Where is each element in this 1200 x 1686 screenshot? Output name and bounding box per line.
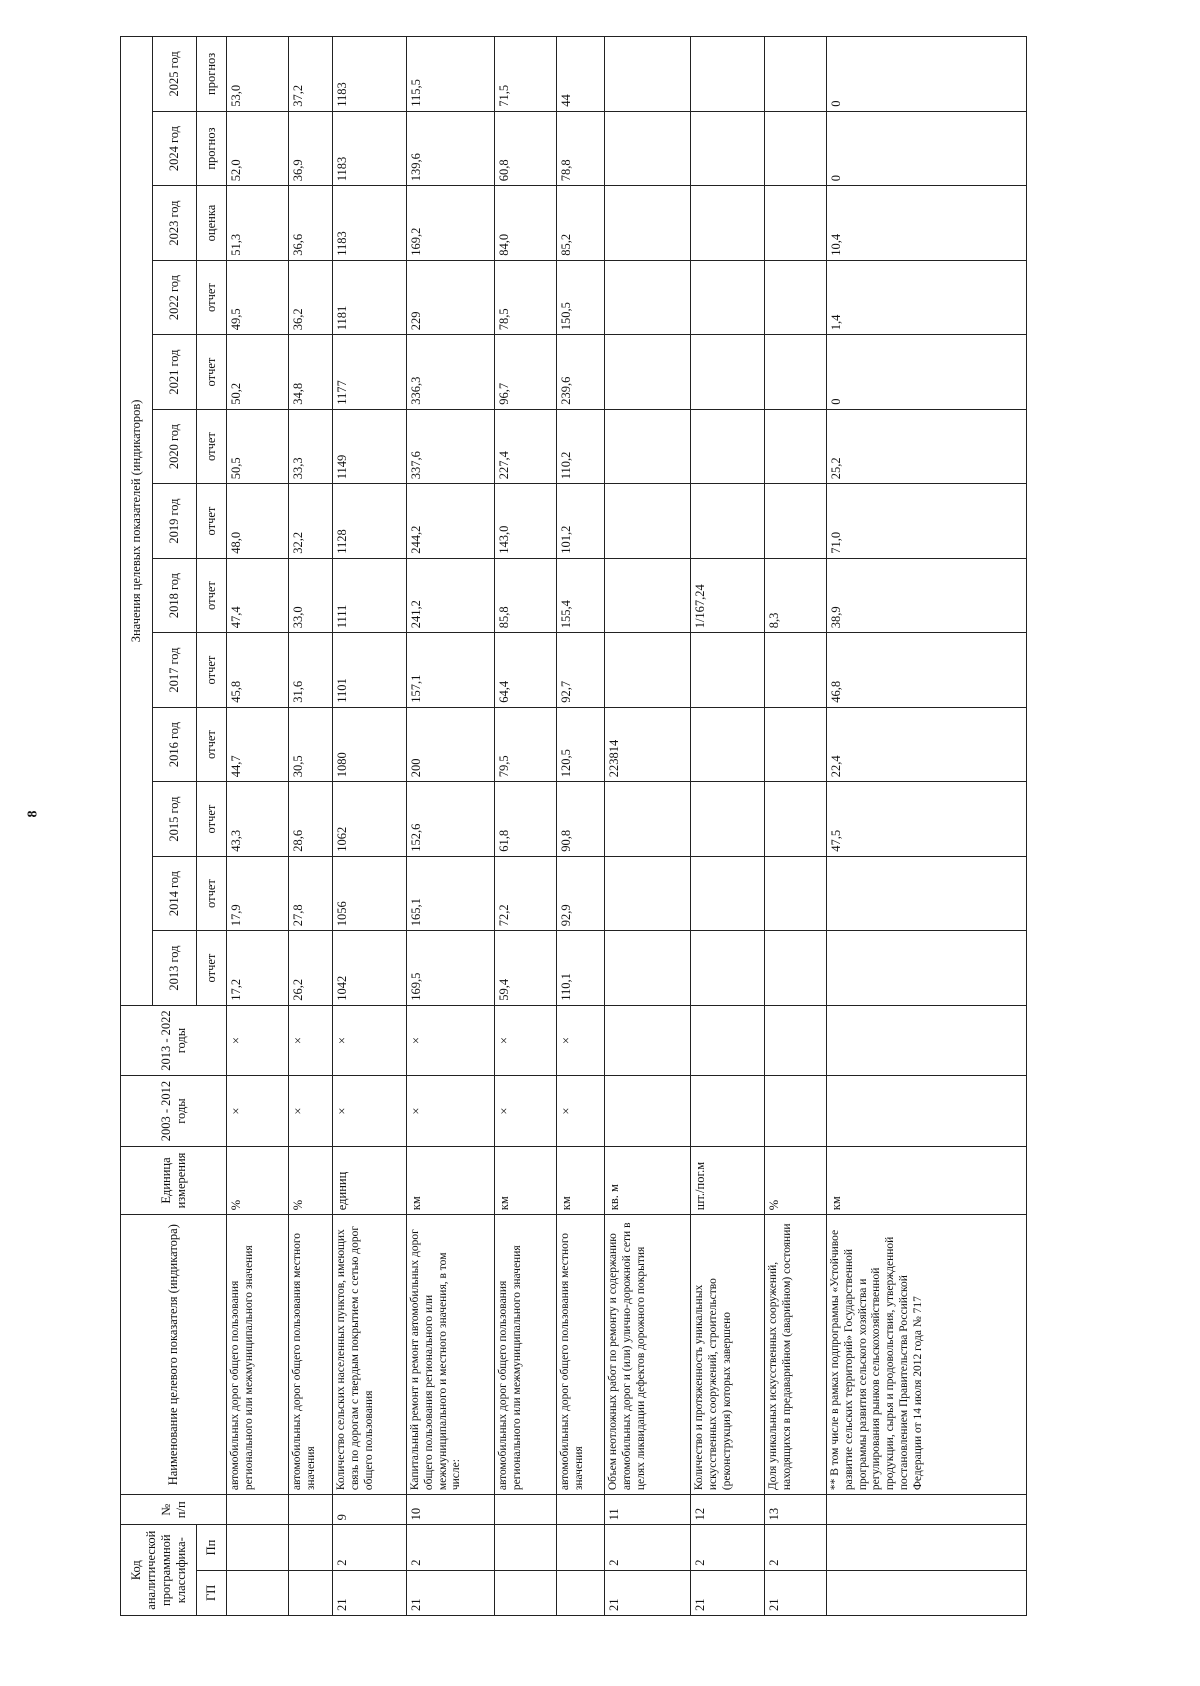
cell-value: 47,4 (227, 558, 289, 633)
cell-value (765, 931, 827, 1006)
cell-value (765, 409, 827, 484)
cell-value: 25,2 (827, 409, 1027, 484)
cell-pp: 2 (765, 1525, 827, 1570)
cell-period1 (605, 1076, 691, 1146)
cell-value (605, 111, 691, 186)
table-row (227, 37, 289, 1616)
cell-value: 72,2 (495, 856, 557, 931)
cell-value: 241,2 (407, 558, 495, 633)
cell-value: 0 (827, 37, 1027, 112)
cell-name: автомобильных дорог общего пользования местного значения (289, 1215, 333, 1495)
cell-value: 336,3 (407, 335, 495, 410)
cell-value: 239,6 (557, 335, 605, 410)
cell-value: 37,2 (289, 37, 333, 112)
cell-value (605, 782, 691, 857)
cell-value: 1/167,24 (691, 558, 765, 633)
year-header: 2018 год (153, 558, 197, 633)
cell-value: 227,4 (495, 409, 557, 484)
cell-value (605, 558, 691, 633)
cell-name: Количество сельских населенных пунктов, имеющих связь по дорогам с твердым покрытием с сетью дорог общего пользования (333, 1215, 407, 1495)
cell-value: 36,9 (289, 111, 333, 186)
cell-value: 85,2 (557, 186, 605, 261)
cell-value (765, 633, 827, 708)
cell-unit: % (289, 1146, 333, 1214)
cell-value: 150,5 (557, 260, 605, 335)
cell-value: 64,4 (495, 633, 557, 708)
cell-value: 92,7 (557, 633, 605, 708)
cell-value: 47,5 (827, 782, 1027, 857)
cell-value (691, 633, 765, 708)
cell-value: 10,4 (827, 186, 1027, 261)
cell-value: 43,3 (227, 782, 289, 857)
cell-value: 84,0 (495, 186, 557, 261)
cell-value: 45,8 (227, 633, 289, 708)
cell-value: 1183 (333, 37, 407, 112)
cell-unit: % (227, 1146, 289, 1214)
table-body (227, 37, 1027, 1616)
cell-value: 1177 (333, 335, 407, 410)
cell-no: 9 (333, 1495, 407, 1525)
cell-value (691, 782, 765, 857)
cell-pp: 2 (691, 1525, 765, 1570)
cell-period2 (691, 1005, 765, 1075)
cell-value (691, 409, 765, 484)
cell-period1: × (227, 1076, 289, 1146)
cell-value (691, 37, 765, 112)
header-pp: Пп (197, 1525, 227, 1570)
year-header: 2021 год (153, 335, 197, 410)
cell-value (765, 260, 827, 335)
status-header: отчет (197, 335, 227, 410)
cell-value: 1181 (333, 260, 407, 335)
cell-unit: кв. м (605, 1146, 691, 1214)
status-header: отчет (197, 260, 227, 335)
cell-value (605, 37, 691, 112)
cell-value: 78,5 (495, 260, 557, 335)
cell-value: 115,5 (407, 37, 495, 112)
cell-name: ** В том числе в рамках подпрограммы «Устойчивое развитие сельских территорий» Государственной программы развития сельского хозяйства и регулирования рынков сельскохозяйственной продукции, сырья и продовольствия, утвержденной постановлением Правительства Российской Федерации от 14 июля 2012 года № 717 (827, 1215, 1027, 1495)
cell-value: 120,5 (557, 707, 605, 782)
cell-gp: 21 (765, 1570, 827, 1615)
cell-value (765, 484, 827, 559)
cell-name: Объем неотложных работ по ремонту и содержанию автомобильных дорог и (или) улично-дорожной сети в целях ликвидации дефектов дорожного покрытия (605, 1215, 691, 1495)
cell-value: 0 (827, 335, 1027, 410)
cell-unit: шт./пог.м (691, 1146, 765, 1214)
cell-period2 (827, 1005, 1027, 1075)
cell-period1 (765, 1076, 827, 1146)
cell-value (827, 856, 1027, 931)
header-period-2003-2012: 2003 - 2012 годы (121, 1076, 227, 1146)
table-row (827, 37, 1027, 1616)
cell-value: 244,2 (407, 484, 495, 559)
cell-value: 1042 (333, 931, 407, 1006)
cell-period2: × (333, 1005, 407, 1075)
cell-pp: 2 (333, 1525, 407, 1570)
cell-no: 12 (691, 1495, 765, 1525)
cell-value (605, 186, 691, 261)
cell-value: 51,3 (227, 186, 289, 261)
cell-period1: × (495, 1076, 557, 1146)
cell-value: 1062 (333, 782, 407, 857)
cell-value: 38,9 (827, 558, 1027, 633)
cell-value: 90,8 (557, 782, 605, 857)
cell-gp (827, 1570, 1027, 1615)
cell-value: 28,6 (289, 782, 333, 857)
status-header: отчет (197, 484, 227, 559)
table-container (120, 36, 1020, 1616)
cell-name: автомобильных дорог общего пользования местного значения (557, 1215, 605, 1495)
cell-value: 0 (827, 111, 1027, 186)
cell-value: 85,8 (495, 558, 557, 633)
cell-value: 30,5 (289, 707, 333, 782)
table-row (407, 37, 495, 1616)
cell-value (605, 335, 691, 410)
year-header: 2019 год (153, 484, 197, 559)
header-unit: Единица измерения (121, 1146, 227, 1214)
year-header: 2014 год (153, 856, 197, 931)
cell-value: 79,5 (495, 707, 557, 782)
status-header: прогноз (197, 111, 227, 186)
cell-unit: % (765, 1146, 827, 1214)
cell-value: 60,8 (495, 111, 557, 186)
year-header: 2024 год (153, 111, 197, 186)
cell-value: 1,4 (827, 260, 1027, 335)
cell-no (289, 1495, 333, 1525)
cell-period1 (827, 1076, 1027, 1146)
cell-value: 337,6 (407, 409, 495, 484)
cell-pp: 2 (605, 1525, 691, 1570)
cell-gp: 21 (333, 1570, 407, 1615)
table-row (289, 37, 333, 1616)
cell-value: 1056 (333, 856, 407, 931)
indicators-table (120, 36, 1027, 1616)
table-row (765, 37, 827, 1616)
cell-value: 27,8 (289, 856, 333, 931)
header-period-2013-2022: 2013 - 2022 годы (121, 1005, 227, 1075)
status-header: отчет (197, 782, 227, 857)
cell-value: 59,4 (495, 931, 557, 1006)
cell-value: 1183 (333, 186, 407, 261)
page-number: 8 (25, 810, 41, 818)
cell-value: 1080 (333, 707, 407, 782)
cell-value: 61,8 (495, 782, 557, 857)
year-header: 2013 год (153, 931, 197, 1006)
cell-gp: 21 (407, 1570, 495, 1615)
table-row (605, 37, 691, 1616)
cell-value: 200 (407, 707, 495, 782)
cell-pp (495, 1525, 557, 1570)
cell-value: 49,5 (227, 260, 289, 335)
cell-value (691, 111, 765, 186)
cell-no: 11 (605, 1495, 691, 1525)
cell-value (691, 856, 765, 931)
cell-value: 8,3 (765, 558, 827, 633)
cell-value (605, 856, 691, 931)
cell-value (765, 37, 827, 112)
cell-name: автомобильных дорог общего пользования регионального или межмуниципального значения (227, 1215, 289, 1495)
cell-value: 31,6 (289, 633, 333, 708)
cell-value: 92,9 (557, 856, 605, 931)
cell-unit: км (495, 1146, 557, 1214)
cell-no: 13 (765, 1495, 827, 1525)
cell-unit: единиц (333, 1146, 407, 1214)
cell-value: 169,5 (407, 931, 495, 1006)
cell-name: Капитальный ремонт и ремонт автомобильных дорог общего пользования регионального или межмуниципального и местного значения, в том числе: (407, 1215, 495, 1495)
cell-period1: × (289, 1076, 333, 1146)
cell-value: 36,2 (289, 260, 333, 335)
cell-value: 53,0 (227, 37, 289, 112)
year-header: 2020 год (153, 409, 197, 484)
cell-value: 48,0 (227, 484, 289, 559)
cell-value (691, 931, 765, 1006)
cell-value (691, 260, 765, 335)
cell-value: 33,0 (289, 558, 333, 633)
cell-value: 44 (557, 37, 605, 112)
cell-value: 44,7 (227, 707, 289, 782)
cell-value: 33,3 (289, 409, 333, 484)
header-gp: ГП (197, 1570, 227, 1615)
table-row (333, 37, 407, 1616)
cell-value: 78,8 (557, 111, 605, 186)
cell-value (765, 335, 827, 410)
cell-value: 229 (407, 260, 495, 335)
year-header: 2023 год (153, 186, 197, 261)
cell-period2: × (557, 1005, 605, 1075)
status-header: отчет (197, 707, 227, 782)
cell-period2: × (289, 1005, 333, 1075)
cell-name: автомобильных дорог общего пользования регионального или межмуниципального значения (495, 1215, 557, 1495)
header-name: Наименование целевого показателя (индикатора) (121, 1215, 227, 1495)
cell-period2: × (227, 1005, 289, 1075)
cell-gp: 21 (691, 1570, 765, 1615)
cell-pp (289, 1525, 333, 1570)
cell-value: 143,0 (495, 484, 557, 559)
cell-name: Доля уникальных искусственных сооружений, находящихся в предаварийном (аварийном) состоянии (765, 1215, 827, 1495)
cell-value (605, 931, 691, 1006)
cell-value: 165,1 (407, 856, 495, 931)
cell-value: 50,2 (227, 335, 289, 410)
year-header: 2015 год (153, 782, 197, 857)
cell-value: 139,6 (407, 111, 495, 186)
table-row (691, 37, 765, 1616)
cell-name: Количество и протяженность уникальных искусственных сооружений, строительство (реконструкция) которых завершено (691, 1215, 765, 1495)
cell-value: 32,2 (289, 484, 333, 559)
year-header: 2025 год (153, 37, 197, 112)
cell-no (557, 1495, 605, 1525)
cell-value (765, 111, 827, 186)
cell-value: 46,8 (827, 633, 1027, 708)
cell-no (495, 1495, 557, 1525)
cell-value: 110,1 (557, 931, 605, 1006)
cell-gp (227, 1570, 289, 1615)
year-header: 2022 год (153, 260, 197, 335)
cell-unit: км (407, 1146, 495, 1214)
cell-value: 223814 (605, 707, 691, 782)
cell-no (227, 1495, 289, 1525)
cell-value: 169,2 (407, 186, 495, 261)
cell-value: 101,2 (557, 484, 605, 559)
cell-value (691, 707, 765, 782)
cell-no (827, 1495, 1027, 1525)
status-header: отчет (197, 856, 227, 931)
cell-value: 34,8 (289, 335, 333, 410)
cell-gp (557, 1570, 605, 1615)
cell-value (691, 484, 765, 559)
year-header: 2016 год (153, 707, 197, 782)
cell-pp: 2 (407, 1525, 495, 1570)
cell-value: 96,7 (495, 335, 557, 410)
cell-value (605, 484, 691, 559)
cell-unit: км (557, 1146, 605, 1214)
cell-value: 1128 (333, 484, 407, 559)
rotated-table-frame (120, 36, 1200, 1611)
cell-period1: × (557, 1076, 605, 1146)
cell-value: 52,0 (227, 111, 289, 186)
cell-period2: × (495, 1005, 557, 1075)
cell-value: 157,1 (407, 633, 495, 708)
cell-value: 1149 (333, 409, 407, 484)
status-header: отчет (197, 931, 227, 1006)
cell-pp (557, 1525, 605, 1570)
cell-value: 71,5 (495, 37, 557, 112)
cell-value: 1183 (333, 111, 407, 186)
cell-unit: км (827, 1146, 1027, 1214)
status-header: оценка (197, 186, 227, 261)
status-header: отчет (197, 633, 227, 708)
cell-value (691, 186, 765, 261)
cell-gp (289, 1570, 333, 1615)
cell-value (605, 409, 691, 484)
cell-value: 71,0 (827, 484, 1027, 559)
cell-gp (495, 1570, 557, 1615)
header-code: Код аналитической программной классифика- (121, 1525, 197, 1616)
header-no: № п/п (121, 1495, 227, 1525)
cell-value: 155,4 (557, 558, 605, 633)
cell-value: 22,4 (827, 707, 1027, 782)
cell-period1 (691, 1076, 765, 1146)
cell-value (605, 633, 691, 708)
cell-value: 1101 (333, 633, 407, 708)
cell-value (765, 707, 827, 782)
cell-value (765, 856, 827, 931)
header-values: Значения целевых показателей (индикаторов) (121, 37, 153, 1006)
cell-value (827, 931, 1027, 1006)
cell-value: 36,6 (289, 186, 333, 261)
cell-value: 17,2 (227, 931, 289, 1006)
cell-period1: × (333, 1076, 407, 1146)
status-header: прогноз (197, 37, 227, 112)
cell-gp: 21 (605, 1570, 691, 1615)
cell-value (605, 260, 691, 335)
cell-value: 17,9 (227, 856, 289, 931)
cell-value: 26,2 (289, 931, 333, 1006)
cell-value: 110,2 (557, 409, 605, 484)
cell-value: 152,6 (407, 782, 495, 857)
cell-period2 (765, 1005, 827, 1075)
table-row (495, 37, 557, 1616)
cell-pp (227, 1525, 289, 1570)
cell-value (691, 335, 765, 410)
cell-value: 50,5 (227, 409, 289, 484)
table-row (557, 37, 605, 1616)
cell-no: 10 (407, 1495, 495, 1525)
cell-value: 1111 (333, 558, 407, 633)
status-header: отчет (197, 409, 227, 484)
cell-period2 (605, 1005, 691, 1075)
status-header: отчет (197, 558, 227, 633)
cell-period1: × (407, 1076, 495, 1146)
cell-pp (827, 1525, 1027, 1570)
cell-value (765, 782, 827, 857)
year-header: 2017 год (153, 633, 197, 708)
cell-value (765, 186, 827, 261)
cell-period2: × (407, 1005, 495, 1075)
